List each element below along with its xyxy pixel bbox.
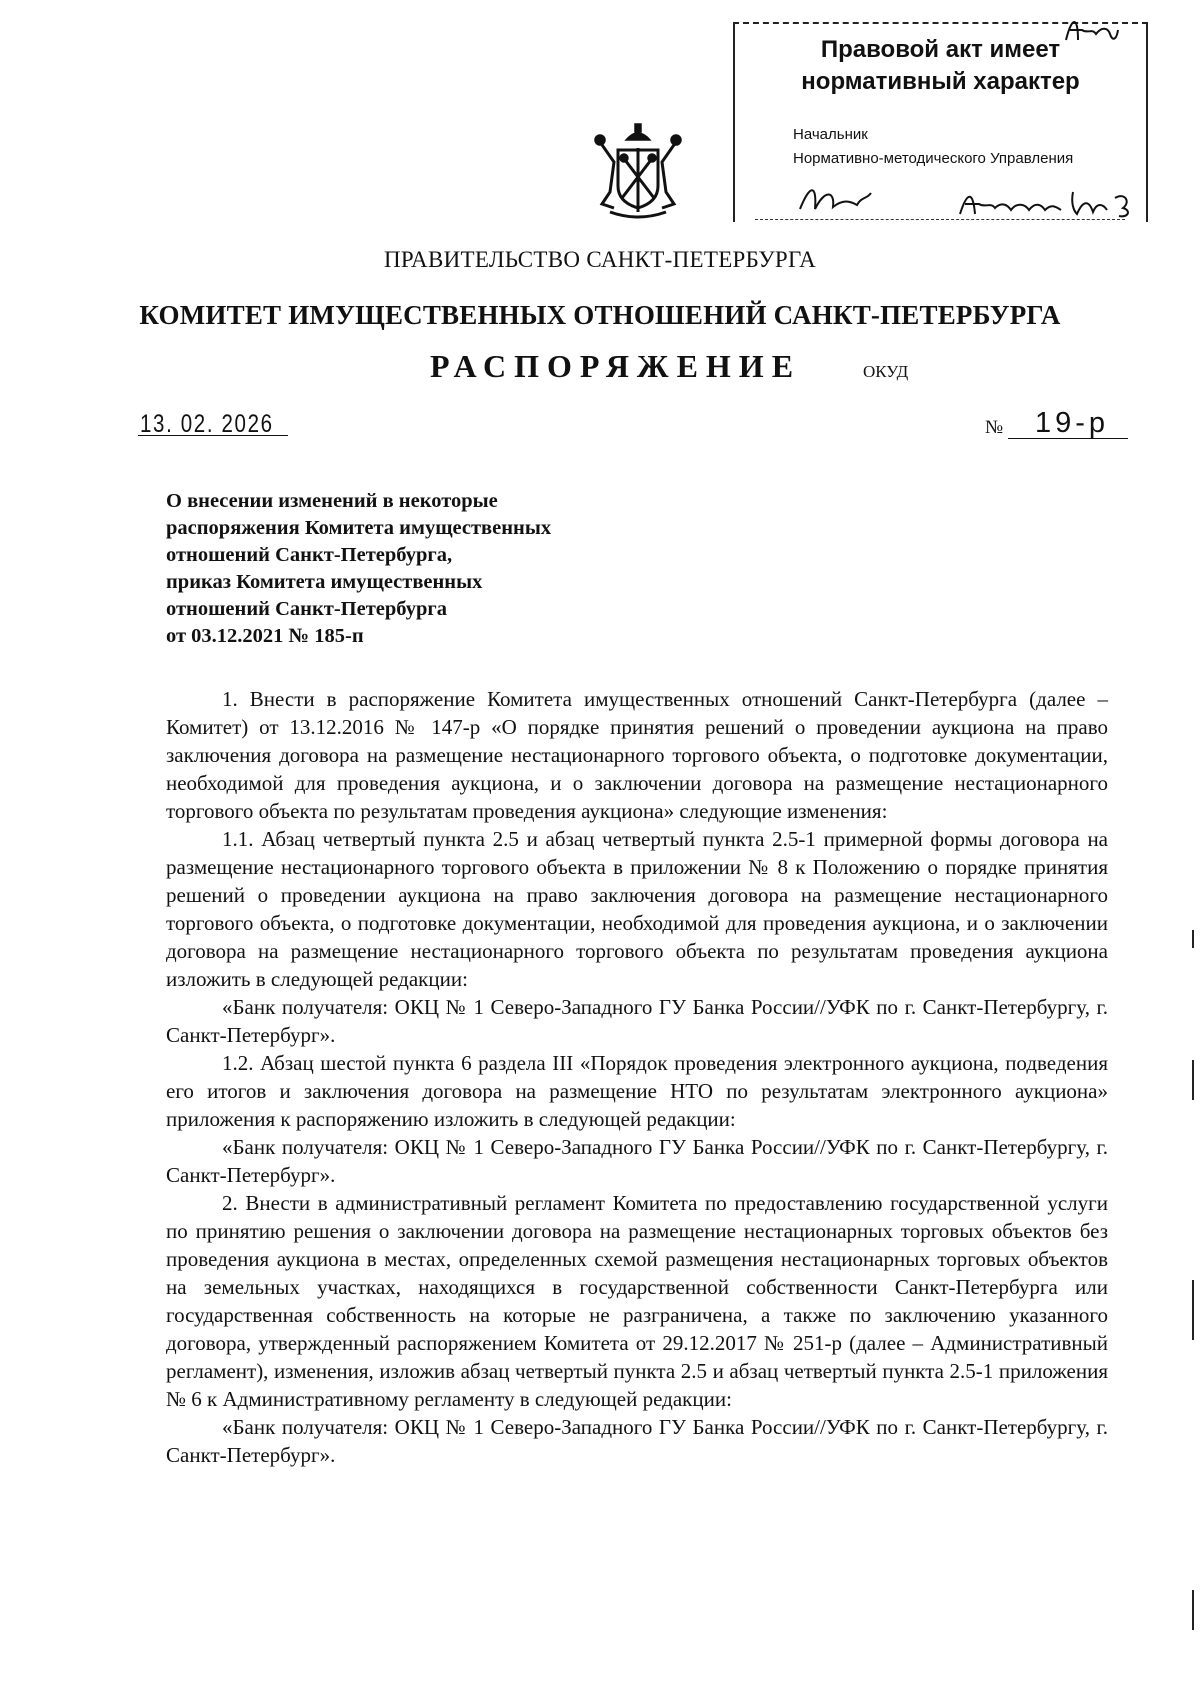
committee-heading: КОМИТЕТ ИМУЩЕСТВЕННЫХ ОТНОШЕНИЙ САНКТ-ПЕТЕРБУРГА — [139, 300, 1061, 330]
coat-of-arms-icon — [588, 122, 688, 222]
handwritten-name-icon — [955, 182, 1135, 224]
subject-line: от 03.12.2021 № 185-п — [166, 625, 364, 647]
scan-edge-mark — [1192, 1280, 1194, 1340]
body-paragraph: 1.2. Абзац шестой пункта 6 раздела III «Порядок проведения электронного аукциона, подведения его итогов и заключения договора на размещение НТО по результатам электронного аукциона» приложения к распоряжению изложить в следующей редакции: — [166, 1051, 1108, 1131]
stamp-title-line1: Правовой акт имеет — [820, 36, 1061, 63]
subject-line: О внесении изменений в некоторые — [166, 490, 498, 512]
document-number: 19-р — [1035, 407, 1110, 439]
scan-edge-mark — [1192, 1590, 1194, 1630]
document-type-heading: РАСПОРЯЖЕНИЕ — [430, 348, 802, 384]
stamp-title-line2: нормативный характер — [801, 68, 1080, 95]
document-date: 13. 02. 2026 — [140, 410, 274, 438]
subject-line: отношений Санкт-Петербурга, — [166, 544, 453, 566]
corner-initials-icon — [1060, 10, 1120, 50]
body-paragraph: 2. Внести в административный регламент Комитета по предоставлению государственной услуги по принятию решения о заключении договора на размещение нестационарных торговых объектов без проведения аукциона в местах, определенных схемой размещения нестационарных торговых объектов на земельных участках, находящихся в государственной собственности Санкт-Петербурга или государственная собственность на которые не разграничена, а также по заключению указанного договора, утвержденный распоряжением Комитета от 29.12.2017 № 251-р (далее – Административный регламент), изменения, изложив абзац четвертый пункта 2.5 и абзац четвертый пункта 2.5-1 приложения № 6 к Административному регламенту в следующей редакции: — [166, 1191, 1108, 1411]
government-heading: ПРАВИТЕЛЬСТВО САНКТ-ПЕТЕРБУРГА — [383, 247, 817, 272]
number-sign: № — [985, 417, 1004, 438]
okud-label: ОКУД — [863, 362, 909, 381]
subject-line: отношений Санкт-Петербурга — [166, 598, 447, 620]
scan-edge-mark — [1192, 1060, 1194, 1100]
body-paragraph: 1.1. Абзац четвертый пункта 2.5 и абзац четвертый пункта 2.5-1 примерной формы договора на размещение нестационарного торгового объекта в приложении № 8 к Положению о порядке принятия решений о проведении аукциона на право заключения договора на размещение нестационарного торгового объекта, о подготовке документации, необходимой для проведения аукциона, и о заключении договора на размещение нестационарного торгового объекта по результатам проведения аукциона изложить в следующей редакции: — [166, 827, 1108, 991]
stamp-position-line1: Начальник — [793, 126, 868, 143]
body-paragraph: «Банк получателя: ОКЦ № 1 Северо-Западного ГУ Банка России//УФК по г. Санкт-Петербургу, г. Санкт-Петербург». — [166, 995, 1108, 1047]
body-paragraph: 1. Внести в распоряжение Комитета имущественных отношений Санкт-Петербурга (далее – Комитет) от 13.12.2016 № 147-р «О порядке принятия решений о проведении аукциона на право заключения договора на размещение нестационарного торгового объекта, о подготовке документации, необходимой для проведения аукциона, и о заключении договора на размещение нестационарного торгового объекта по результатам проведения аукциона» следующие изменения: — [166, 687, 1108, 823]
document-body — [166, 685, 1108, 1469]
stamp-position-line2: Нормативно-методического Управления — [793, 150, 1074, 167]
number-underline — [1008, 438, 1128, 439]
body-paragraph: «Банк получателя: ОКЦ № 1 Северо-Западного ГУ Банка России//УФК по г. Санкт-Петербургу, г. Санкт-Петербург». — [166, 1135, 1108, 1187]
normative-act-stamp — [733, 22, 1148, 222]
scan-edge-mark — [1192, 930, 1194, 948]
subject-line: приказ Комитета имущественных — [166, 571, 483, 593]
stamp-signature-icon — [795, 179, 875, 224]
document-subject — [166, 488, 686, 650]
date-underline — [138, 435, 288, 436]
subject-line: распоряжения Комитета имущественных — [166, 517, 552, 539]
body-paragraph: «Банк получателя: ОКЦ № 1 Северо-Западного ГУ Банка России//УФК по г. Санкт-Петербургу, г. Санкт-Петербург». — [166, 1415, 1108, 1467]
